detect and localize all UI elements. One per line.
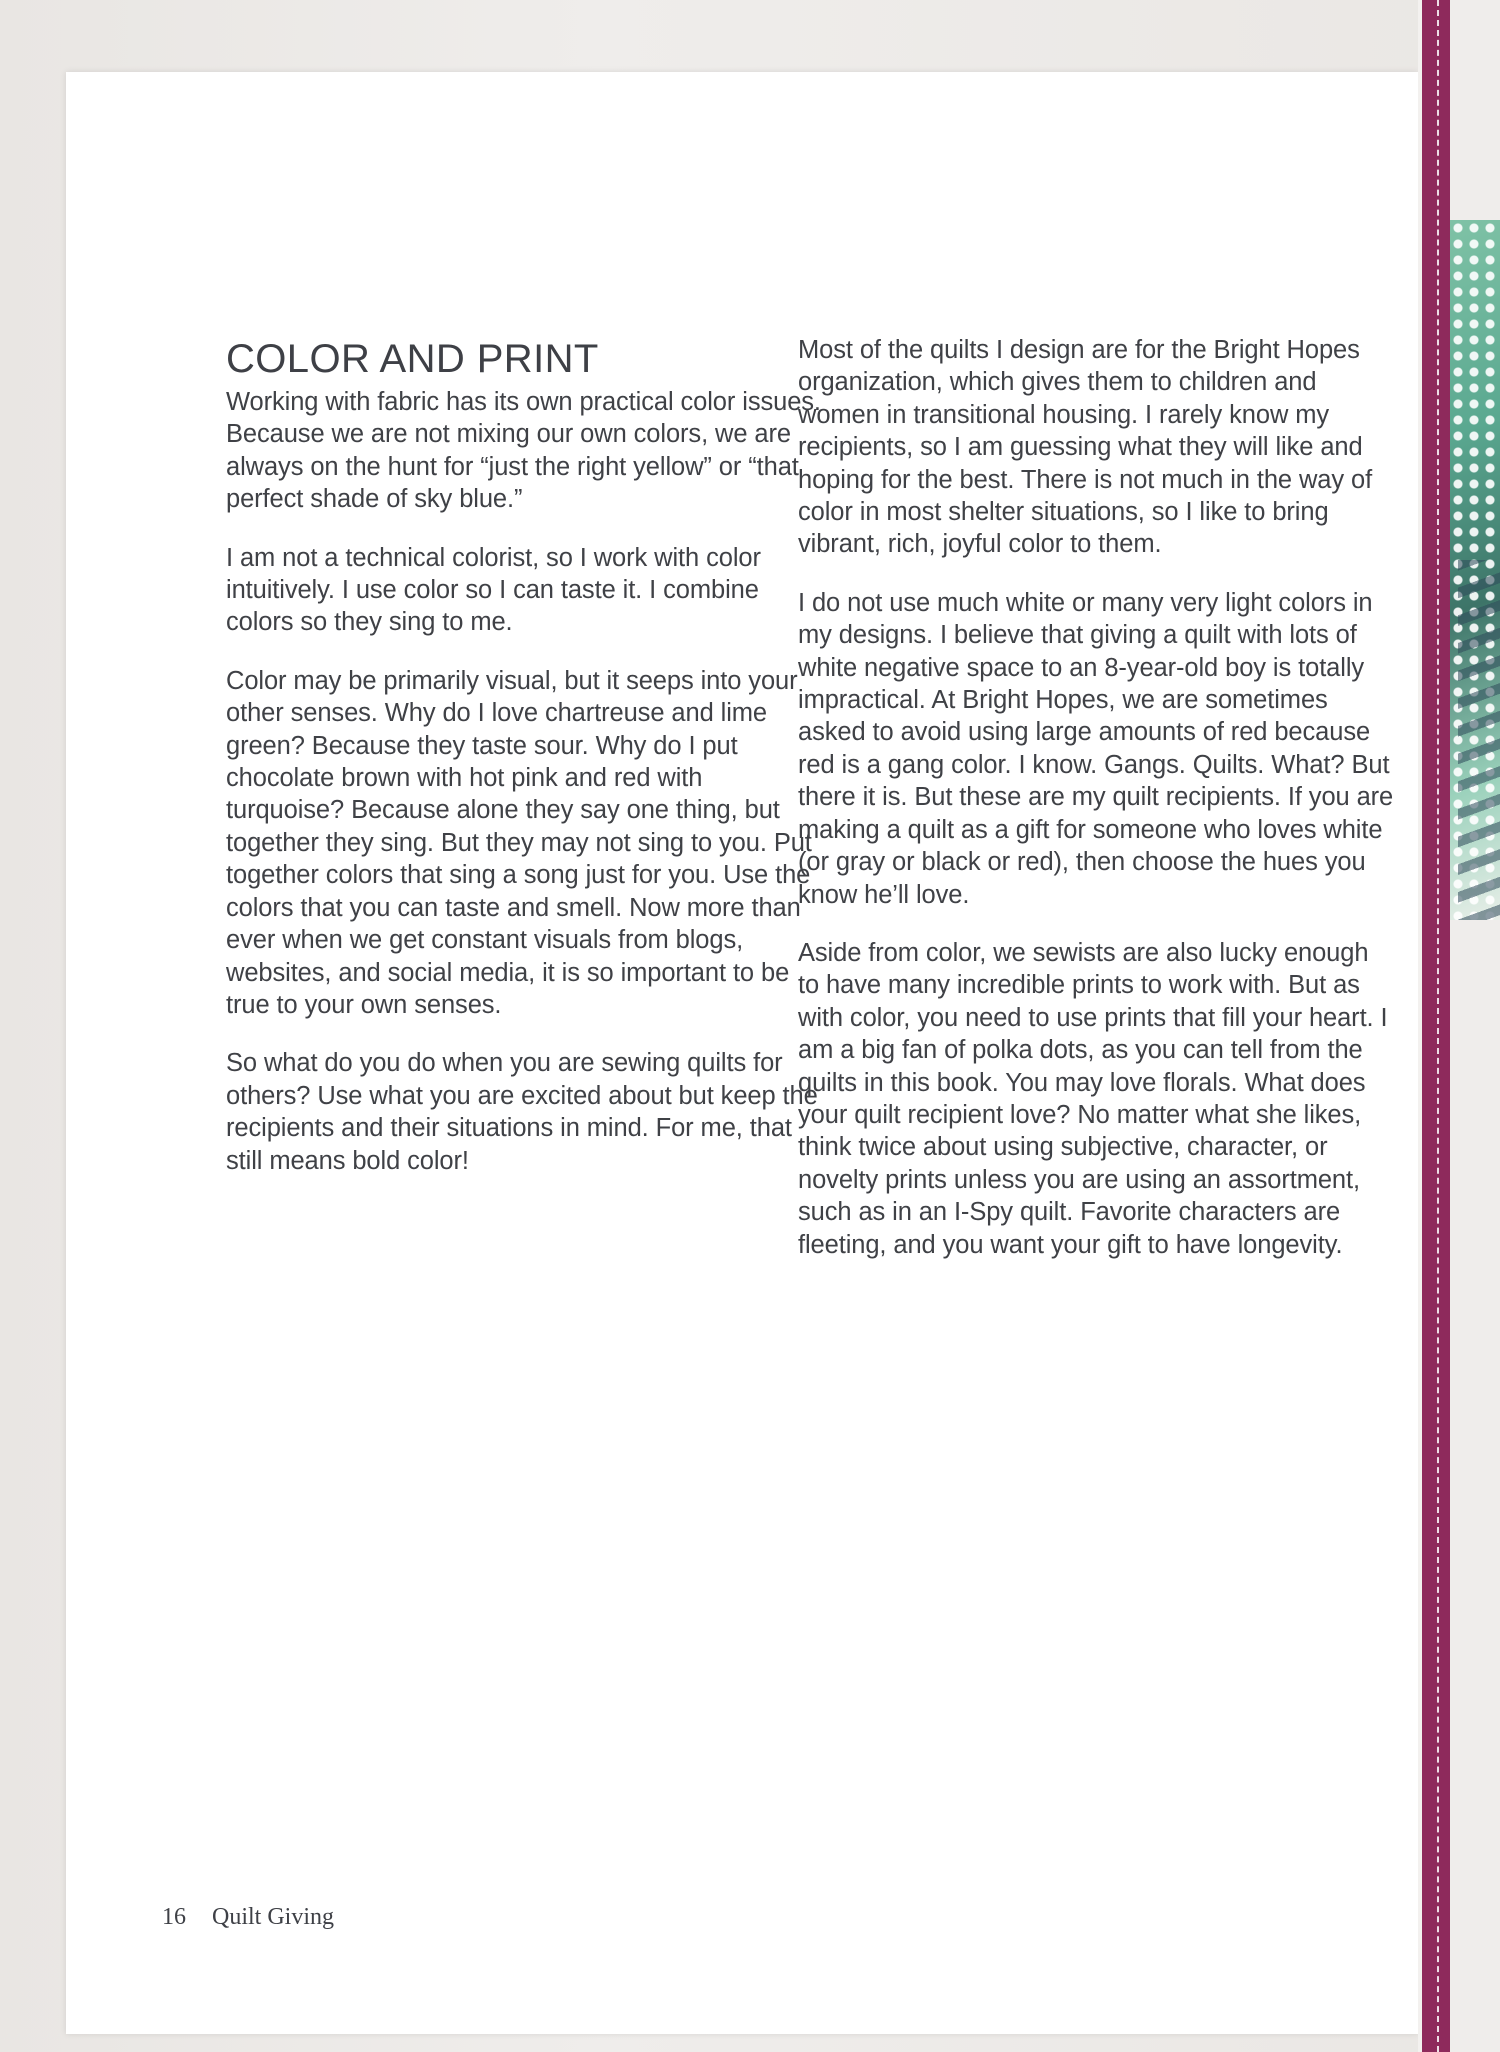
book-page xyxy=(66,72,1418,2034)
section-heading: COLOR AND PRINT xyxy=(226,337,599,381)
cover-spine xyxy=(1422,0,1450,2052)
page-number: 16 xyxy=(162,1904,186,1930)
paragraph: Working with fabric has its own practical color issues. Because we are not mixing our own colors, we are always on the hunt for “just the right yellow” or “that perfect shade of sky blue.” xyxy=(226,388,821,514)
paragraph: Most of the quilts I design are for the Bright Hopes organization, which gives them to children and women in transitional housing. I rarely know my recipients, so I am guessing what they will like and hoping for the best. There is not much in the way of color in most shelter situations, so I like to bring vibrant, rich, joyful color to them. xyxy=(798,336,1373,559)
paragraph: Color may be primarily visual, but it seeps into your other senses. Why do I love chartreuse and lime green? Because they taste sour. Why do I put chocolate brown with hot pink and red with turquoise? Because alone they say one thing, but together they sing. But they may not sing to you. Put together colors that sing a song just for you. Use the colors that you can taste and smell. Now more than ever when we get constant visuals from blogs, websites, and social media, it is so important to be true to your own senses. xyxy=(226,666,812,1019)
paragraph: Aside from color, we sewists are also lucky enough to have many incredible prints to work with. But as with color, you need to use prints that fill your heart. I am a big fan of polka dots, as you can tell from the quilts in this book. You may love florals. What does your quilt recipient love? No matter what she likes, think twice about using subjective, character, or novelty prints unless you are using an assortment, such as in an I-Spy quilt. Favorite characters are fleeting, and you want your gift to have longevity. xyxy=(798,938,1388,1259)
left-column xyxy=(226,334,822,1203)
running-title: Quilt Giving xyxy=(212,1904,335,1930)
stitch-line xyxy=(1437,0,1439,2052)
paragraph: So what do you do when you are sewing quilts for others? Use what you are excited about but keep the recipients and their situations in mind. For me, that still means bold color! xyxy=(226,1049,818,1175)
book-cover-edge xyxy=(1418,0,1500,2052)
right-column xyxy=(798,334,1394,1287)
paragraph: I am not a technical colorist, so I work with color intuitively. I use color so I can taste it. I combine colors so they sing to me. xyxy=(226,543,761,637)
page-footer xyxy=(162,1904,334,1931)
paragraph: I do not use much white or many very light colors in my designs. I believe that giving a quilt with lots of white negative space to an 8-year-old boy is totally impractical. At Bright Hopes, we are sometimes asked to avoid using large amounts of red because red is a gang color. I know. Gangs. Quilts. What? But there it is. But these are my quilt recipients. If you are making a quilt as a gift for someone who loves white (or gray or black or red), then choose the hues you know he’ll love. xyxy=(798,588,1394,909)
fabric-stripe-pattern xyxy=(1458,560,1500,920)
